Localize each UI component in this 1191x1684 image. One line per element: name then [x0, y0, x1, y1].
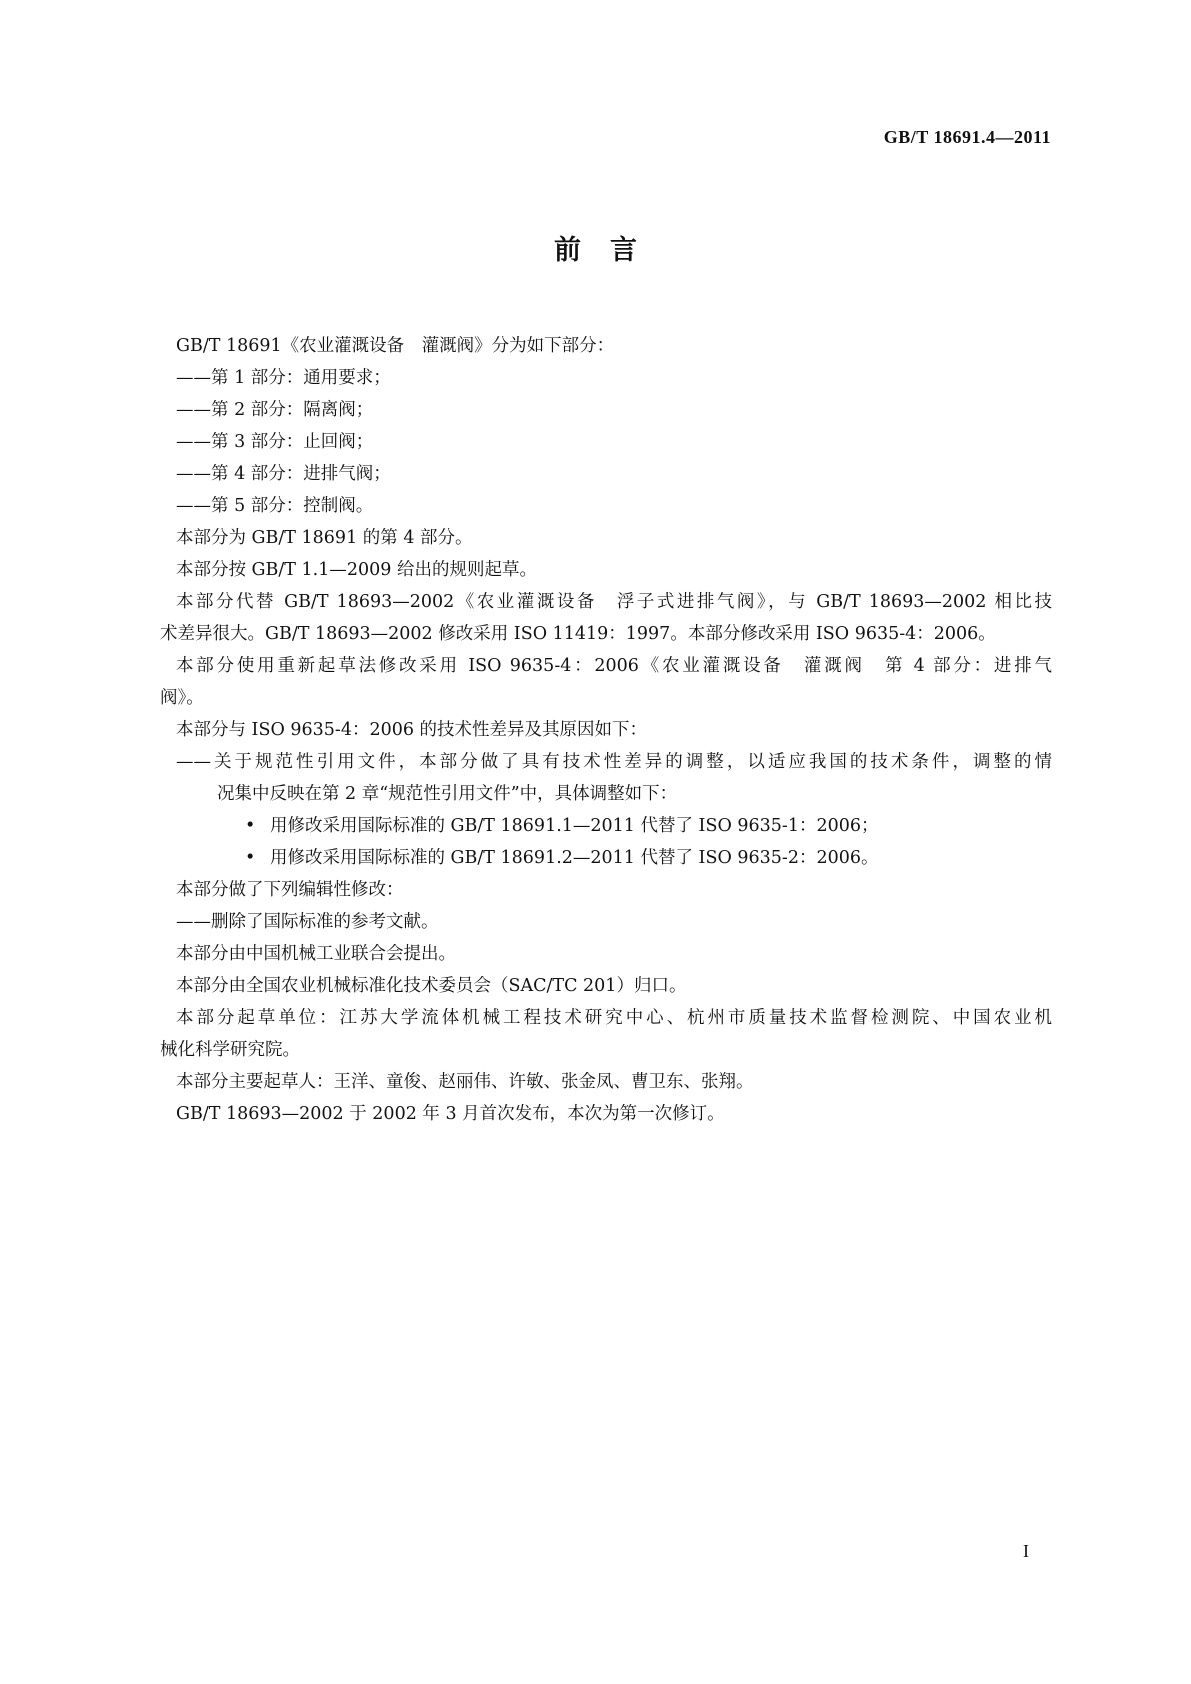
- paragraph-replaces-line-2: 术差异很大。GB/T 18693—2002 修改采用 ISO 11419：1997。本部分修改采用 ISO 9635-4：2006。: [160, 624, 996, 644]
- paragraph-history: GB/T 18693—2002 于 2002 年 3 月首次发布，本次为第一次修订。: [176, 1104, 725, 1124]
- paragraph-drafting-rules: 本部分按 GB/T 1.1—2009 给出的规则起草。: [176, 560, 537, 580]
- list-item-part-4: ——第 4 部分：进排气阀；: [176, 464, 391, 484]
- bullet-item-2-text: 用修改采用国际标准的 GB/T 18691.2—2011 代替了 ISO 9635-2：2006。: [270, 848, 879, 868]
- paragraph-adoption-line-2: 阀》。: [160, 688, 204, 708]
- document-body: [160, 330, 1052, 1130]
- paragraph-adoption-line-1: 本部分使用重新起草法修改采用 ISO 9635-4：2006《农业灌溉设备 灌溉阀 第 4 部分：进排气: [176, 656, 1052, 676]
- list-item-part-2: ——第 2 部分：隔离阀；: [176, 400, 374, 420]
- paragraph-managed-by: 本部分由全国农业机械标准化技术委员会（SAC/TC 201）归口。: [176, 976, 687, 996]
- paragraph-drafting-units-line-1: 本部分起草单位：江苏大学流体机械工程技术研究中心、杭州市质量技术监督检测院、中国农业机: [176, 1008, 1052, 1028]
- paragraph-replaces-line-1: 本部分代替 GB/T 18693—2002《农业灌溉设备 浮子式进排气阀》，与 GB/T 18693—2002 相比技: [176, 592, 1052, 612]
- bullet-item-1: [176, 810, 1052, 842]
- document-code: GB/T 18691.4—2011: [883, 127, 1051, 147]
- paragraph-parts-intro: GB/T 18691《农业灌溉设备 灌溉阀》分为如下部分：: [176, 336, 615, 356]
- page-title: [0, 228, 1191, 267]
- paragraph-drafting-units-line-2: 械化科学研究院。: [160, 1040, 300, 1060]
- paragraph-differences-intro: 本部分与 ISO 9635-4：2006 的技术性差异及其原因如下：: [176, 720, 648, 740]
- list-item-editorial-1: ——删除了国际标准的参考文献。: [176, 912, 439, 932]
- list-item-part-1: ——第 1 部分：通用要求；: [176, 368, 391, 388]
- bullet-icon: •: [245, 848, 256, 868]
- bullet-item-1-text: 用修改采用国际标准的 GB/T 18691.1—2011 代替了 ISO 9635-1：2006；: [270, 816, 879, 836]
- list-item-part-3: ——第 3 部分：止回阀；: [176, 432, 374, 452]
- list-item-normative-refs-line-2: 况集中反映在第 2 章“规范性引用文件”中，具体调整如下：: [217, 784, 678, 804]
- title-char-2: 言: [610, 235, 637, 266]
- paragraph-editorial-intro: 本部分做了下列编辑性修改：: [176, 880, 404, 900]
- bullet-icon: •: [245, 816, 256, 836]
- list-item-normative-refs-line-1: ——关于规范性引用文件，本部分做了具有技术性差异的调整，以适应我国的技术条件，调整的情: [176, 752, 1052, 772]
- page-number: I: [1023, 1541, 1029, 1561]
- list-item-part-5: ——第 5 部分：控制阀。: [176, 496, 374, 516]
- paragraph-drafters: 本部分主要起草人：王洋、童俊、赵丽伟、许敏、张金凤、曹卫东、张翔。: [176, 1072, 754, 1092]
- paragraph-part-statement: 本部分为 GB/T 18691 的第 4 部分。: [176, 528, 473, 548]
- paragraph-proposed-by: 本部分由中国机械工业联合会提出。: [176, 944, 456, 964]
- title-char-1: 前: [554, 235, 581, 266]
- bullet-item-2: [176, 842, 1052, 874]
